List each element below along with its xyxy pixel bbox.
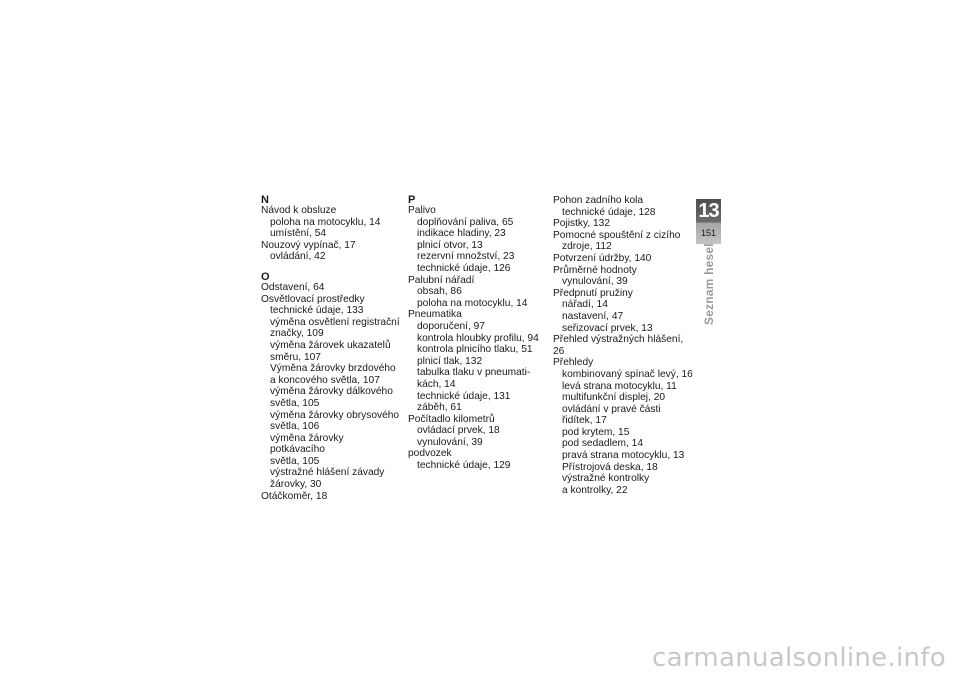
index-subentry xyxy=(408,460,548,472)
index-subentry-line: nastavení, 47 xyxy=(562,310,624,322)
index-entry xyxy=(261,491,401,503)
index-subentry-line: ovládací prvek, 18 xyxy=(417,425,500,437)
index-subentry-line: rezervní množství, 23 xyxy=(417,251,515,263)
index-term: Předpnutí pružiny xyxy=(553,287,633,299)
index-subentry xyxy=(408,286,548,298)
index-entry xyxy=(553,195,693,218)
index-term: Přehled výstražných hlášení, 26 xyxy=(553,334,684,357)
index-term: Palivo xyxy=(408,205,436,216)
page-number: 151 xyxy=(700,228,717,238)
index-subentry xyxy=(553,276,693,288)
index-subentry xyxy=(553,323,693,335)
index-subentry xyxy=(261,251,401,263)
index-subentry-line: výměna žárovky dálkového xyxy=(270,386,393,398)
index-term: Nouzový vypínač, 17 xyxy=(261,239,356,251)
index-entry xyxy=(261,294,401,491)
index-subentry xyxy=(408,298,548,310)
index-subentry-line: pravá strana motocyklu, 13 xyxy=(562,450,685,462)
index-term: Pneumatika xyxy=(408,309,462,321)
index-subentry-line: výměna žárovky obrysového xyxy=(270,409,400,421)
index-subentry-line: Výměna žárovky brzdového xyxy=(270,363,396,375)
index-subentry-line: technické údaje, 133 xyxy=(270,305,364,317)
index-entry xyxy=(408,414,548,449)
index-entry xyxy=(261,240,401,263)
index-subentry-line: řidítek, 17 xyxy=(562,415,607,427)
chapter-tab xyxy=(696,199,721,244)
index-subentry-line: výměna žárovek ukazatelů xyxy=(270,339,391,351)
index-subentry-line: kontrola plnicího tlaku, 51 xyxy=(417,344,533,356)
index-term: Potvrzení údržby, 140 xyxy=(553,252,652,264)
index-subentry-line: doplňování paliva, 65 xyxy=(417,216,514,228)
index-entry xyxy=(408,205,548,275)
index-subentry xyxy=(408,402,548,414)
index-subentry-line: kách, 14 xyxy=(417,378,456,390)
index-subentry xyxy=(261,410,401,433)
index-subentry xyxy=(553,473,693,496)
index-subentry xyxy=(261,305,401,317)
index-subentry-line: poloha na motocyklu, 14 xyxy=(270,216,381,228)
index-column-3 xyxy=(553,195,693,496)
section-title: Seznam hesel xyxy=(702,243,716,325)
index-subentry-line: tabulka tlaku v pneumati- xyxy=(417,367,531,379)
index-letter-heading: N xyxy=(261,194,269,206)
index-subentry-line: poloha na motocyklu, 14 xyxy=(417,297,528,309)
index-subentry xyxy=(408,321,548,333)
index-subentry xyxy=(261,363,401,386)
index-subentry xyxy=(553,299,693,311)
index-entry xyxy=(553,253,693,265)
index-subentry-line: plnicí tlak, 132 xyxy=(417,355,483,367)
index-subentry-line: multifunkční displej, 20 xyxy=(562,392,666,404)
index-subentry-line: doporučení, 97 xyxy=(417,320,485,332)
index-subentry-line: levá strana motocyklu, 11 xyxy=(562,380,677,392)
index-subentry-line: záběh, 61 xyxy=(417,402,462,414)
index-subentry-line: technické údaje, 131 xyxy=(417,390,511,402)
index-term: Průměrné hodnoty xyxy=(553,264,637,276)
index-subentry-line: značky, 109 xyxy=(270,328,324,340)
index-subentry xyxy=(408,391,548,403)
index-subentry-line: pod sedadlem, 14 xyxy=(562,438,643,450)
index-subentry-line: seřizovací prvek, 13 xyxy=(562,322,653,334)
index-subentry-line: vynulování, 39 xyxy=(417,436,483,448)
index-subentry xyxy=(408,425,548,437)
index-subentry-line: výměna osvětlení registrační xyxy=(270,316,400,328)
index-subentry xyxy=(261,433,401,468)
index-term: Návod k obsluze xyxy=(261,205,337,216)
index-subentry xyxy=(408,263,548,275)
index-subentry xyxy=(408,356,548,368)
index-entry xyxy=(408,309,548,413)
index-subentry xyxy=(261,340,401,363)
index-term: Osvětlovací prostředky xyxy=(261,293,365,305)
index-subentry-line: plnicí otvor, 13 xyxy=(417,239,483,251)
index-entry xyxy=(261,282,401,294)
index-subentry-line: výměna žárovky potkávacího xyxy=(270,432,344,456)
index-subentry-line: obsah, 86 xyxy=(417,286,462,298)
index-subentry-line: technické údaje, 128 xyxy=(562,206,656,218)
index-entry xyxy=(408,275,548,310)
index-subentry-line: ovládání, 42 xyxy=(270,251,326,263)
index-letter-heading: P xyxy=(408,194,416,206)
index-subentry xyxy=(553,450,693,462)
index-column-2 xyxy=(408,195,548,472)
index-subentry xyxy=(553,404,693,427)
index-subentry xyxy=(553,207,693,219)
group-spacer xyxy=(261,263,401,272)
index-subentry xyxy=(408,333,548,345)
index-entry xyxy=(408,448,548,471)
index-subentry-line: a koncového světla, 107 xyxy=(270,374,380,386)
index-subentry xyxy=(408,251,548,263)
index-term: Pomocné spouštění z cizího xyxy=(553,229,681,241)
index-subentry-line: indikace hladiny, 23 xyxy=(417,228,506,240)
index-entry xyxy=(553,230,693,253)
index-term: Pojistky, 132 xyxy=(553,218,611,230)
index-subentry xyxy=(553,438,693,450)
index-subentry xyxy=(261,217,401,229)
index-subentry-line: ovládání v pravé části xyxy=(562,403,661,415)
index-subentry-line: a kontrolky, 22 xyxy=(562,484,628,496)
index-term: Pohon zadního kola xyxy=(553,195,644,206)
index-letter-heading: O xyxy=(261,270,270,283)
index-subentry-line: světla, 105 xyxy=(270,397,320,409)
index-entry xyxy=(553,218,693,230)
index-subentry-line: pod krytem, 15 xyxy=(562,426,630,438)
index-subentry xyxy=(408,217,548,229)
index-term: Počítadlo kilometrů xyxy=(408,413,495,425)
index-subentry-line: žárovky, 30 xyxy=(270,479,322,491)
index-entry xyxy=(553,265,693,288)
index-subentry-line: výstražné kontrolky xyxy=(562,473,650,485)
index-subentry xyxy=(408,344,548,356)
index-entry xyxy=(553,288,693,334)
index-subentry xyxy=(408,367,548,390)
index-entry xyxy=(553,334,693,357)
index-term: Palubní nářadí xyxy=(408,274,475,286)
index-subentry-line: kontrola hloubky profilu, 94 xyxy=(417,332,539,344)
index-subentry xyxy=(553,462,693,474)
index-subentry-line: vynulování, 39 xyxy=(562,276,628,288)
index-subentry-line: světla, 106 xyxy=(270,421,320,433)
index-subentry-line: světla, 105 xyxy=(270,455,320,467)
index-term: podvozek xyxy=(408,448,452,460)
index-column-1 xyxy=(261,195,401,502)
index-subentry-line: výstražné hlášení závady xyxy=(270,467,385,479)
index-subentry xyxy=(553,241,693,253)
index-subentry-line: umístění, 54 xyxy=(270,228,327,240)
index-subentry xyxy=(408,228,548,240)
index-subentry xyxy=(553,427,693,439)
index-subentry xyxy=(261,317,401,340)
index-entry xyxy=(261,205,401,240)
index-subentry-line: směru, 107 xyxy=(270,351,321,363)
chapter-number: 13 xyxy=(698,200,719,222)
index-subentry-line: technické údaje, 129 xyxy=(417,460,511,472)
index-subentry xyxy=(408,437,548,449)
index-subentry-line: kombinovaný spínač levý, 16 xyxy=(562,368,693,380)
index-subentry xyxy=(261,228,401,240)
index-subentry-line: zdroje, 112 xyxy=(562,241,612,253)
index-subentry-line: Přístrojová deska, 18 xyxy=(562,461,658,473)
index-subentry xyxy=(261,467,401,490)
index-entry xyxy=(553,357,693,496)
index-term: Přehledy xyxy=(553,357,594,369)
index-subentry xyxy=(553,369,693,381)
index-subentry xyxy=(261,386,401,409)
index-subentry-line: nářadí, 14 xyxy=(562,299,608,311)
index-subentry-line: technické údaje, 126 xyxy=(417,262,511,274)
index-subentry xyxy=(553,392,693,404)
index-term: Odstavení, 64 xyxy=(261,281,325,293)
index-term: Otáčkoměr, 18 xyxy=(261,490,328,502)
index-subentry xyxy=(553,311,693,323)
index-subentry xyxy=(553,381,693,393)
watermark: carmanualsonline.info xyxy=(651,643,946,673)
index-subentry xyxy=(408,240,548,252)
